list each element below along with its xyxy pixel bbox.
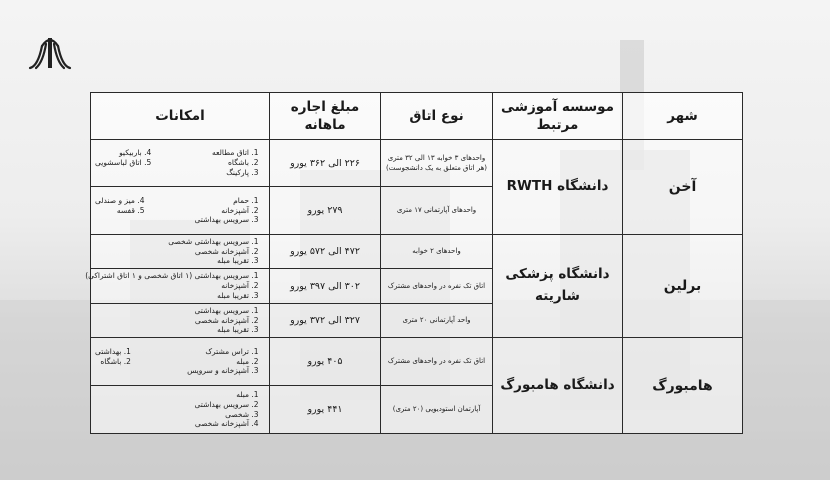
rent-cell: ۴۰۵ یورو (270, 338, 381, 386)
table-header-row (91, 93, 743, 140)
room-type-cell: واحدهای آپارتمانی ۱۷ متری (381, 187, 493, 235)
list-item: 2. آشپزخانه شخصی (195, 316, 249, 326)
table-row (91, 338, 743, 386)
list-item: 2. مبله (187, 357, 249, 367)
list-item: 1. سرویس بهداشتی (195, 306, 249, 316)
amenities-list-extra (95, 148, 154, 177)
list-item: 2. باشگاه (95, 357, 121, 367)
list-item: 2. آشپزخانه (195, 206, 249, 216)
table-row (91, 140, 743, 187)
list-item: 1. سرویس بهداشتی شخصی (168, 237, 249, 247)
list-item: 2. آشپزخانه شخصی (168, 247, 249, 257)
list-item: 3. شخصی (195, 410, 249, 420)
amenities-list (85, 271, 265, 300)
list-item: 4. آشپزخانه شخصی (195, 419, 249, 429)
list-item: 5. اتاق لباسشویی (95, 158, 142, 168)
list-item: 1. حمام (195, 196, 249, 206)
amenities-list (195, 196, 265, 225)
amenities-cell (91, 187, 270, 235)
list-item: 1. مبله (195, 390, 249, 400)
city-cell: برلین (623, 235, 743, 338)
amenities-list (187, 347, 265, 376)
list-item: 3. آشپزخانه و سرویس (187, 366, 249, 376)
amenities-list-extra (95, 347, 133, 376)
amenities-cell (85, 269, 270, 304)
list-item: 3. تقریبا مبله (168, 256, 249, 266)
amenities-cell (91, 235, 270, 269)
city-cell: هامبورگ (623, 338, 743, 434)
room-type-cell: واحد آپارتمانی ۲۰ متری (381, 304, 493, 338)
header-city: شهر (623, 93, 743, 140)
room-type-cell: اتاق تک نفره در واحدهای مشترک (381, 269, 493, 304)
arches-logo-icon (24, 32, 76, 72)
rent-cell: ۳۲۷ الی ۳۷۲ یورو (270, 304, 381, 338)
institution-cell: دانشگاه RWTH (493, 140, 623, 235)
room-type-cell: واحدهای ۳ خوابه ۱۳ الی ۳۲ متری (هر اتاق متعلق به یک دانشجوست) (381, 140, 493, 187)
amenities-list (212, 148, 265, 177)
room-type-cell: اتاق تک نفره در واحدهای مشترک (381, 338, 493, 386)
header-rent: مبلغ اجاره ماهانه (270, 93, 381, 140)
list-item: 3. سرویس بهداشتی (195, 215, 249, 225)
amenities-list (168, 237, 265, 266)
list-item: 4. باربیکیو (95, 148, 142, 158)
table-row (91, 235, 743, 269)
list-item: 3. تقریبا مبله (195, 325, 249, 335)
header-amenities: امکانات (91, 93, 270, 140)
amenities-cell (91, 140, 270, 187)
list-item: 1. اتاق مطالعه (212, 148, 249, 158)
amenities-cell (91, 386, 270, 434)
header-institution: موسسه آموزشی مرتبط (493, 93, 623, 140)
amenities-cell (91, 304, 270, 338)
city-cell: آخن (623, 140, 743, 235)
rent-cell: ۴۷۲ الی ۵۷۲ یورو (270, 235, 381, 269)
list-item: 2. سرویس بهداشتی (195, 400, 249, 410)
room-type-cell: واحدهای ۲ خوابه (381, 235, 493, 269)
amenities-list (195, 390, 265, 429)
list-item: 5. قفسه (95, 206, 135, 216)
institution-cell: دانشگاه پزشکی شاریته (493, 235, 623, 338)
rent-cell: ۴۴۱ یورو (270, 386, 381, 434)
list-item: 2. باشگاه (212, 158, 249, 168)
list-item: 4. میز و صندلی (95, 196, 135, 206)
list-item: 1. سرویس بهداشتی (۱ اتاق شخصی و ۱ اتاق اشتراکی) (85, 271, 249, 281)
housing-table (85, 92, 743, 434)
rent-cell: ۳۰۲ الی ۳۹۷ یورو (270, 269, 381, 304)
list-item: 1. تراس مشترک (187, 347, 249, 357)
amenities-list (195, 306, 265, 335)
room-type-cell: آپارتمان استودیویی (۲۰ متری) (381, 386, 493, 434)
amenities-cell (91, 338, 270, 386)
list-item: 1. بهداشتی (95, 347, 121, 357)
list-item: 3. پارکینگ (212, 168, 249, 178)
rent-cell: ۲۷۹ یورو (270, 187, 381, 235)
list-item: 3. تقریبا مبله (85, 291, 249, 301)
rent-cell: ۲۲۶ الی ۳۶۲ یورو (270, 140, 381, 187)
institution-cell: دانشگاه هامبورگ (493, 338, 623, 434)
list-item: 2. آشپزخانه (85, 281, 249, 291)
header-room-type: نوع اتاق (381, 93, 493, 140)
amenities-list-extra (95, 196, 147, 225)
